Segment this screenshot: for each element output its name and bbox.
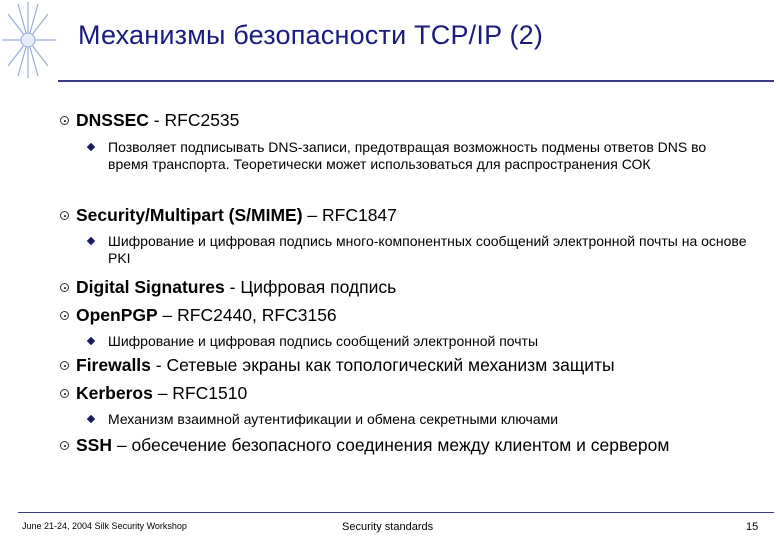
page-number: 15 [746, 521, 759, 533]
circle-bullet-icon [60, 361, 69, 370]
circle-bullet-icon [60, 283, 69, 292]
diamond-bullet-icon [87, 337, 95, 345]
title-divider [58, 80, 774, 82]
circle-bullet-icon [60, 311, 69, 320]
circle-bullet-icon [60, 116, 69, 125]
sub-item-text: Шифрование и цифровая подпись много-компонентных сообщений электронной почты на основе PKI [108, 233, 747, 266]
footer-event: June 21-24, 2004 Silk Security Workshop [22, 521, 187, 531]
item-desc: - RFC2535 [148, 110, 240, 130]
circle-bullet-icon [60, 441, 69, 450]
item-desc: – RFC2440, RFC3156 [157, 305, 337, 325]
item-desc: – RFC1847 [302, 205, 397, 225]
item-term: Kerberos [76, 383, 153, 403]
footer-topic: Security standards [342, 521, 434, 533]
item-term: SSH [76, 435, 112, 455]
footer-divider [18, 512, 774, 513]
circle-bullet-icon [60, 389, 69, 398]
slide-title: Механизмы безопасности TCP/IP (2) [78, 20, 544, 50]
item-term: DNSSEC [76, 110, 149, 130]
sub-item-text: Позволяет подписывать DNS-записи, предотвращая возможность подмены ответов DNS во время транспорта. Теоретически может использоваться для распространения СОК [108, 139, 707, 172]
item-term: OpenPGP [76, 305, 158, 325]
item-term: Firewalls [76, 355, 151, 375]
item-desc: - Цифровая подпись [224, 277, 397, 297]
item-desc: - Сетевые экраны как топологический механизм защиты [150, 355, 615, 375]
diamond-bullet-icon [87, 415, 95, 423]
star-logo-icon [0, 0, 64, 80]
item-term: Security/Multipart (S/MIME) [76, 205, 303, 225]
circle-bullet-icon [60, 211, 69, 220]
diamond-bullet-icon [87, 143, 95, 151]
sub-item-text: Шифрование и цифровая подпись сообщений электронной почты [108, 333, 539, 349]
sub-item-text: Механизм взаимной аутентификации и обмена секретными ключами [108, 411, 559, 427]
item-term: Digital Signatures [76, 277, 225, 297]
item-desc: – RFC1510 [152, 383, 248, 403]
diamond-bullet-icon [87, 237, 95, 245]
item-desc: – обесечение безопасного соединения между клиентом и сервером [111, 435, 670, 455]
